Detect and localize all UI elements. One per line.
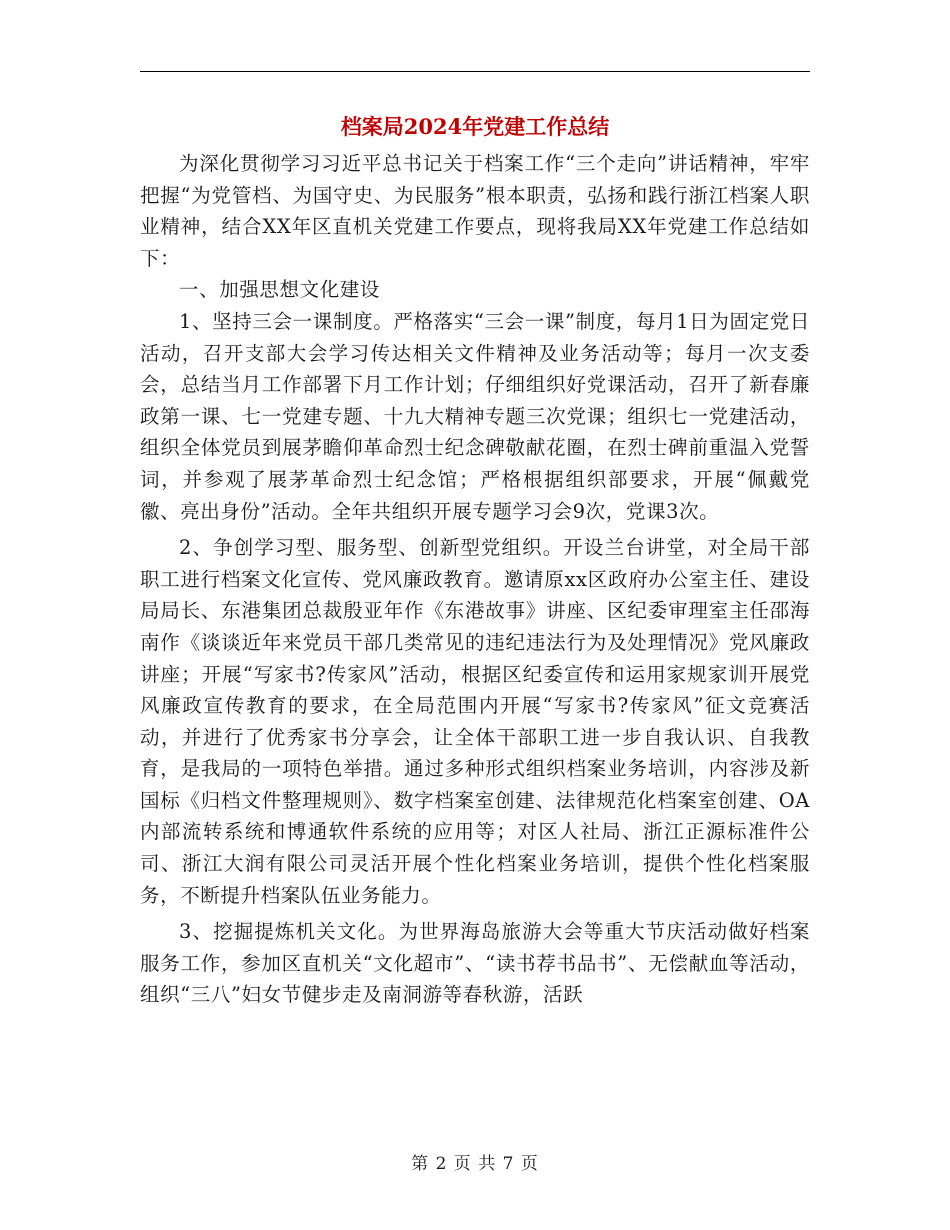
intro-paragraph: 为深化贯彻学习习近平总书记关于档案工作“三个走向”讲话精神，牢牢把握“为党管档、为国守史、为民服务”根本职责，弘扬和践行浙江档案人职业精神，结合XX年区直机关党建工作要点，现将我局XX年党建工作总结如下： [140,152,810,270]
document-title: 档案局2024年党建工作总结 [340,114,610,139]
body-paragraph: 1、坚持三会一课制度。严格落实“三会一课”制度，每月1日为固定党日活动，召开支部大会学习传达相关文件精神及业务活动等；每月一次支委会，总结当月工作部署下月工作计划；仔细组织好党课活动，召开了新春廉政第一课、七一党建专题、十九大精神专题三次党课；组织七一党建活动，组织全体党员到展茅瞻仰革命烈士纪念碑敬献花圈，在烈士碑前重温入党誓词，并参观了展茅革命烈士纪念馆；严格根据组织部要求，开展“佩戴党徽、亮出身份”活动。全年共组织开展专题学习会9次，党课3次。 [140,309,810,523]
section-heading: 一、加强思想文化建设 [179,278,381,302]
header-rule [140,71,810,72]
body-paragraph: 3、挖掘提炼机关文化。为世界海岛旅游大会等重大节庆活动做好档案服务工作，参加区直机关“文化超市”、“读书荐书品书”、无偿献血等活动，组织“三八”妇女节健步走及南洞游等春秋游，活跃 [140,920,810,1007]
page-number-footer: 第 2 页 共 7 页 [411,1154,539,1174]
body-paragraph: 2、争创学习型、服务型、创新型党组织。开设兰台讲堂，对全局干部职工进行档案文化宣传、党风廉政教育。邀请原xx区政府办公室主任、建设局局长、东港集团总裁殷亚年作《东港故事》讲座、区纪委审理室主任邵海南作《谈谈近年来党员干部几类常见的违纪违法行为及处理情况》党风廉政讲座；开展“写家书?传家风”活动，根据区纪委宣传和运用家规家训开展党风廉政宣传教育的要求，在全局范围内开展“写家书?传家风”征文竞赛活动，并进行了优秀家书分享会，让全体干部职工进一步自我认识、自我教育，是我局的一项特色举措。通过多种形式组织档案业务培训，内容涉及新国标《归档文件整理规则》、数字档案室创建、法律规范化档案室创建、OA内部流转系统和博通软件系统的应用等；对区人社局、浙江正源标准件公司、浙江大润有限公司灵活开展个性化档案业务培训，提供个性化档案服务，不断提升档案队伍业务能力。 [140,536,810,907]
document-body [140,148,810,1011]
